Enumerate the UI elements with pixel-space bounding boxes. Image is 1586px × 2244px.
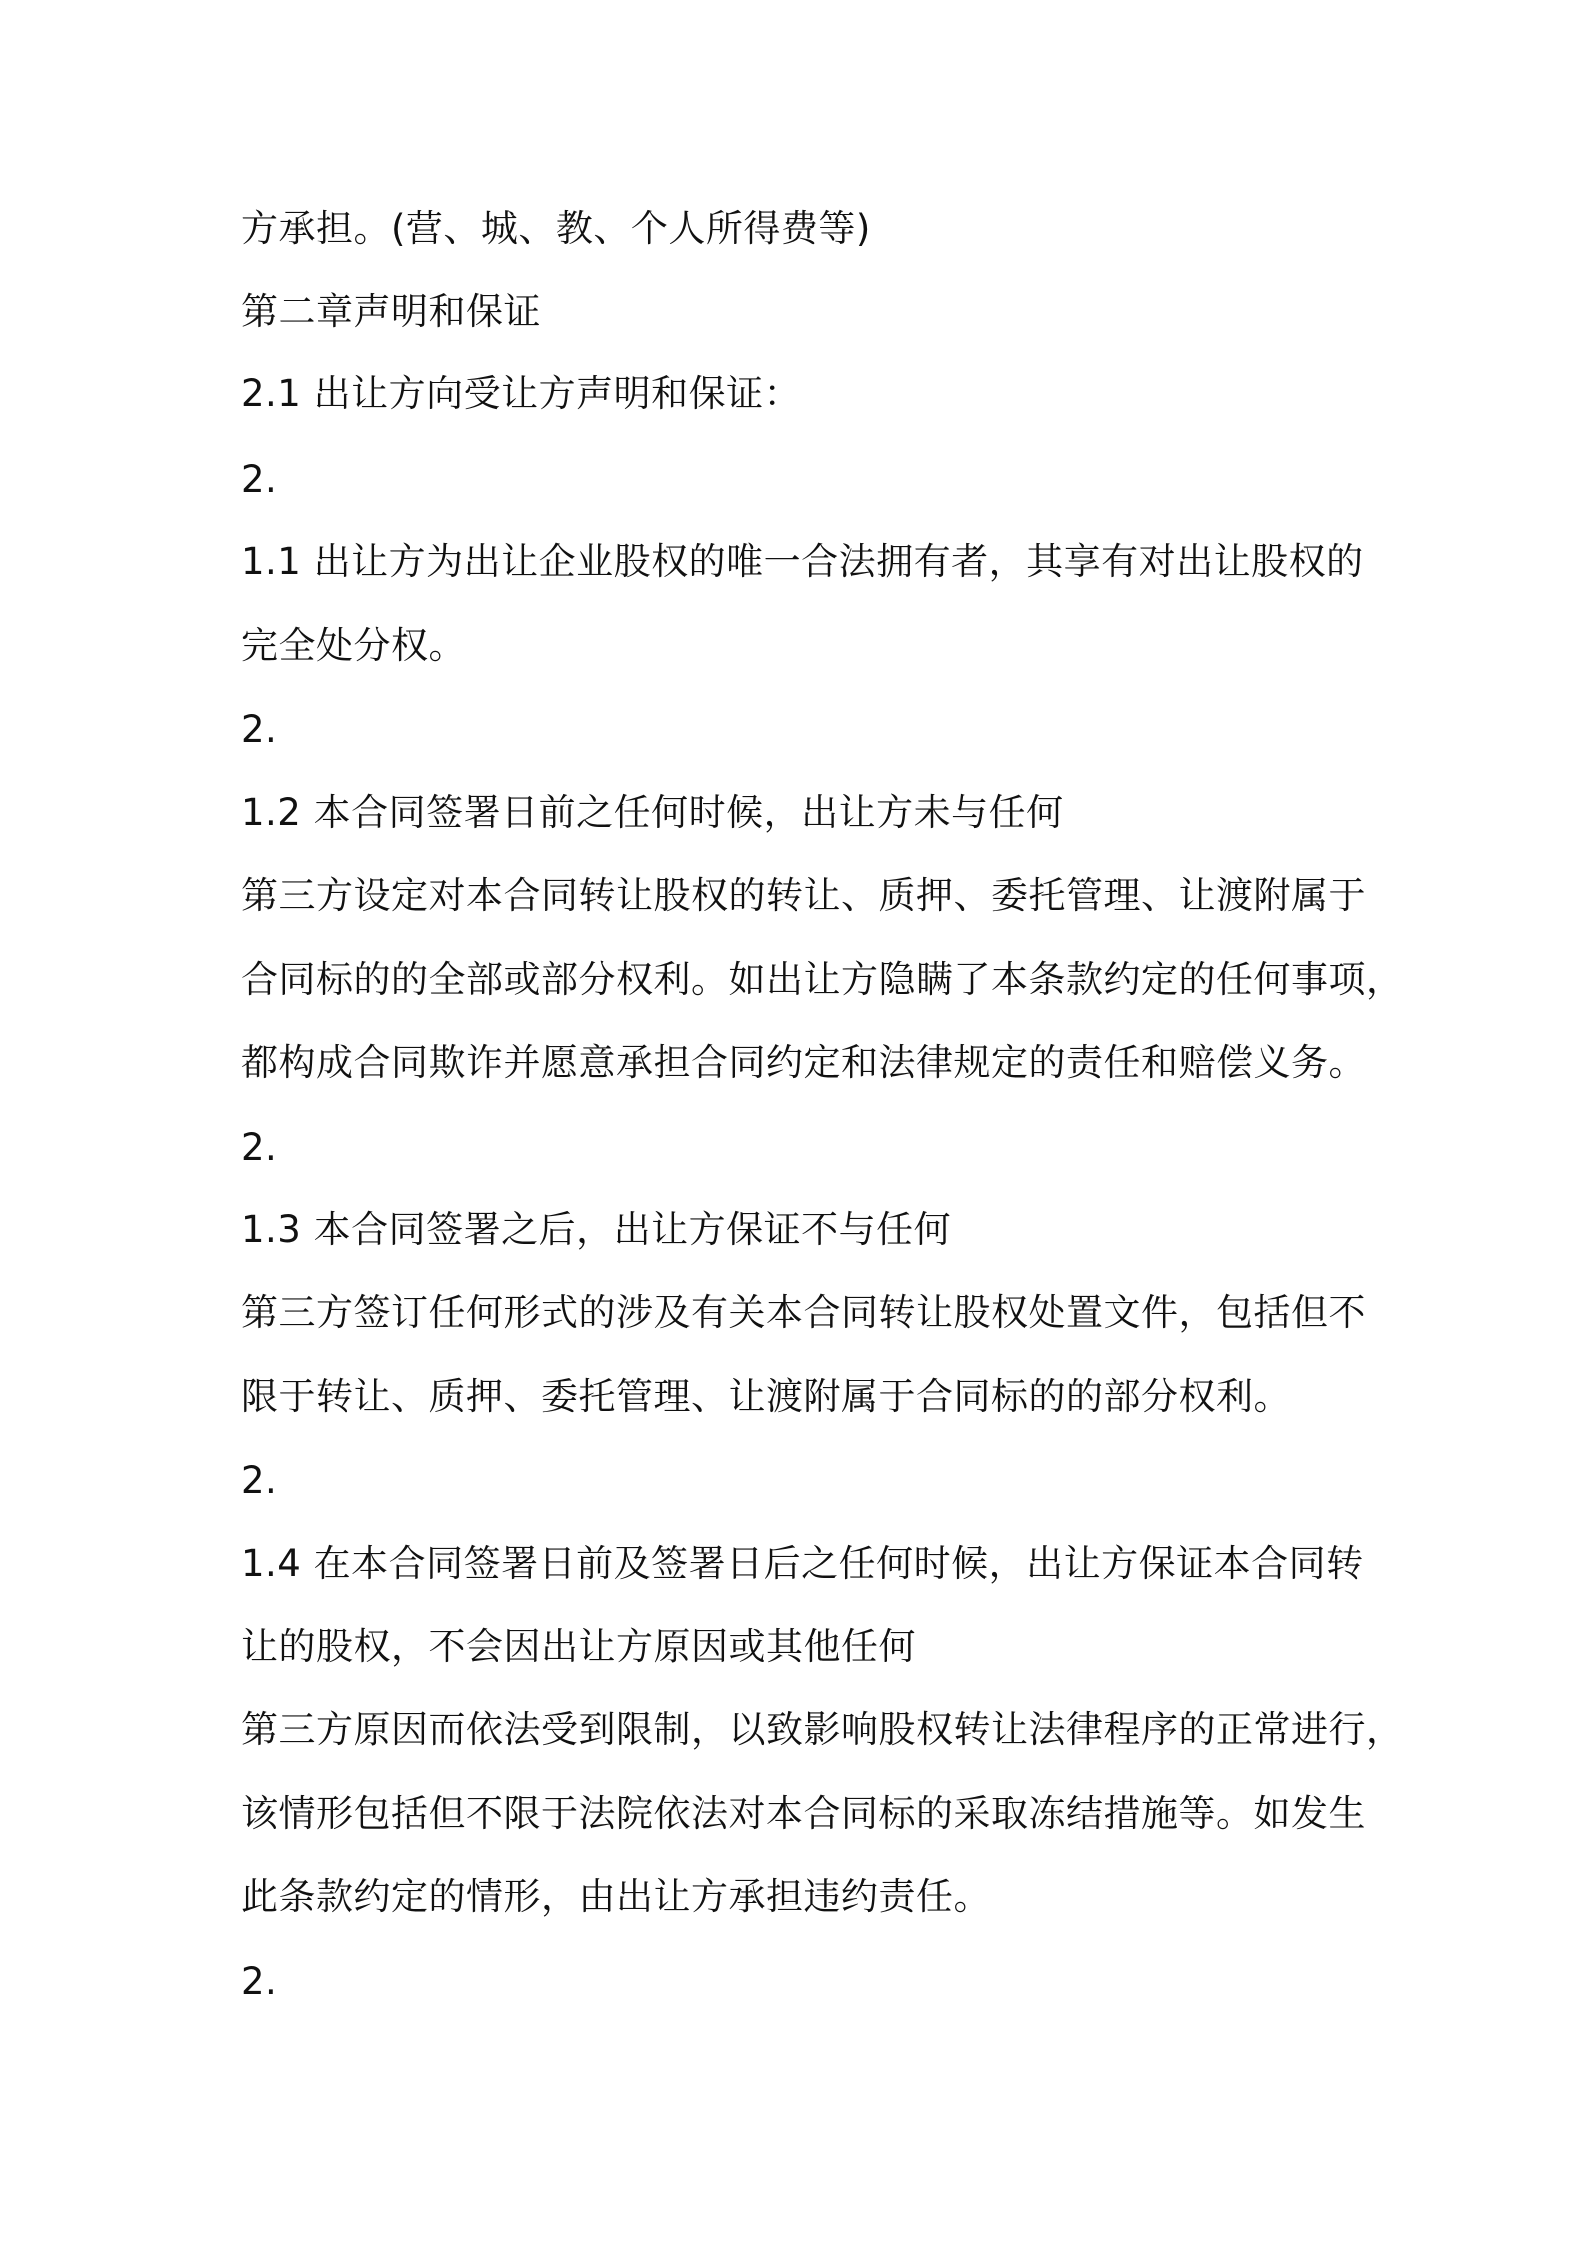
text-line: 完全处分权。 [241,624,466,667]
text-line: 1.3 本合同签署之后，出让方保证不与任何 [241,1208,952,1251]
text-line: 限于转让、质押、委托管理、让渡附属于合同标的的部分权利。 [241,1375,1291,1418]
text-line: 此条款约定的情形，由出让方承担违约责任。 [241,1875,991,1918]
text-line: 让的股权，不会因出让方原因或其他任何 [241,1625,916,1668]
text-line: 第三方原因而依法受到限制，以致影响股权转让法律程序的正常进行， [241,1708,1404,1751]
text-line: 第三方设定对本合同转让股权的转让、质押、委托管理、让渡附属于 [241,874,1366,917]
clause-number: 2. [241,458,278,501]
text-line: 合同标的的全部或部分权利。如出让方隐瞒了本条款约定的任何事项， [241,958,1404,1001]
text-line: 1.1 出让方为出让企业股权的唯一合法拥有者，其享有对出让股权的 [241,540,1364,583]
clause-number: 2. [241,1960,278,2003]
text-line: 1.4 在本合同签署日前及签署日后之任何时候，出让方保证本合同转 [241,1542,1364,1585]
text-line: 方承担。(营、城、教、个人所得费等) [241,207,871,250]
clause-number: 2. [241,1126,278,1169]
text-line: 该情形包括但不限于法院依法对本合同标的采取冻结措施等。如发生 [241,1792,1366,1835]
section-heading: 2.1 出让方向受让方声明和保证： [241,372,802,415]
text-line: 都构成合同欺诈并愿意承担合同约定和法律规定的责任和赔偿义务。 [241,1041,1366,1084]
clause-number: 2. [241,1459,278,1502]
chapter-heading: 第二章声明和保证 [241,290,541,333]
text-line: 1.2 本合同签署日前之任何时候，出让方未与任何 [241,791,1064,834]
text-line: 第三方签订任何形式的涉及有关本合同转让股权处置文件，包括但不 [241,1291,1366,1334]
clause-number: 2. [241,708,278,751]
